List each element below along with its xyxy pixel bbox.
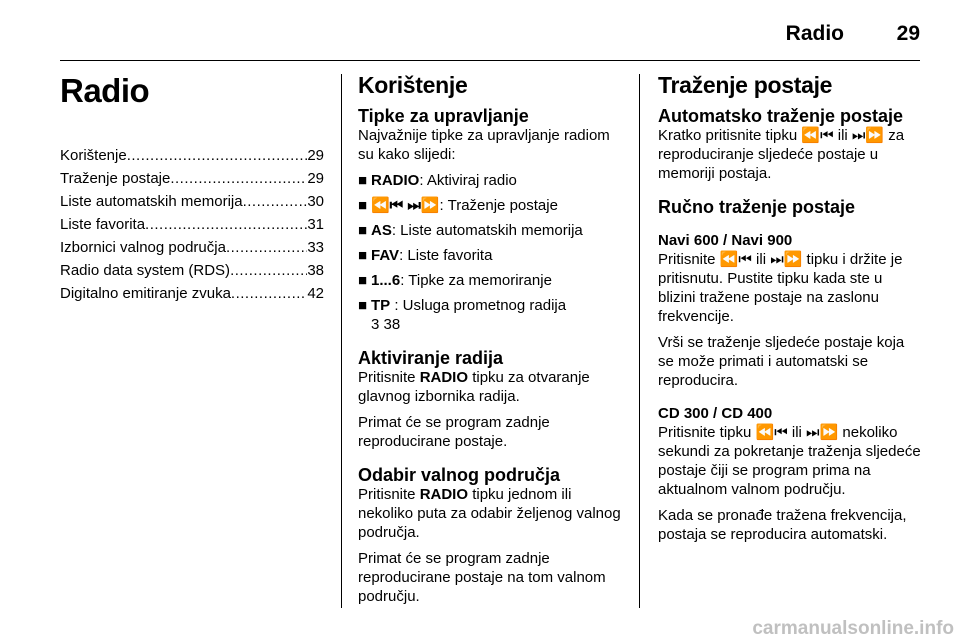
control-key: AS [371,222,392,239]
paragraph: Vrši se traženje sljedeće postaje koja se može primati i automatski se reproducira. [658,334,905,389]
list-item [358,171,628,190]
table-of-contents [60,144,324,305]
page-reference[interactable]: 3 38 [371,316,401,333]
list-item [358,296,628,334]
toc-page: 33 [307,239,324,256]
toc-entry[interactable] [60,236,324,259]
toc-page: 30 [307,193,324,210]
toc-entry[interactable] [60,167,324,190]
seek-keys-icon: ⏪⏮ ⏭⏩ [371,197,440,214]
subsection-heading: Aktiviranje radija [358,348,504,368]
toc-entry[interactable] [60,190,324,213]
model-heading: CD 300 / CD 400 [658,405,773,422]
section-heading: Korištenje [358,72,468,98]
page-number: 29 [896,22,920,45]
toc-leader [243,190,308,213]
model-heading: Navi 600 / Navi 900 [658,232,793,249]
chapter-title: Radio [60,72,150,109]
subsection-heading: Automatsko traženje postaje [658,106,904,126]
toc-column [60,70,324,305]
toc-label: Digitalno emitiranje zvuka [60,285,231,302]
paragraph: Pritisnite ⏪⏮ ili ⏭⏩ tipku i držite je pritisnutu. Pustite tipku kada ste u blizini tražene postaje na zaslonu frekvencije. [658,251,903,325]
text: tipku jednom ili nekoliko puta za odabir željenog valnog područja. [358,486,621,541]
header-title: Radio [785,22,844,45]
station-search-column [658,70,922,544]
column-divider [639,74,640,608]
control-key: RADIO [371,172,420,189]
subsection-heading: Ručno traženje postaje [658,197,856,217]
toc-leader [145,213,307,236]
toc-page: 29 [307,170,324,187]
subsection-heading: Odabir valnog područja [358,465,561,485]
toc-leader [230,259,307,282]
paragraph [358,368,628,406]
text: tipku za otvaranje glavnog izbornika radija. [358,369,590,405]
paragraph: Primat će se program zadnje reproducirane postaje. [358,414,550,450]
toc-entry[interactable] [60,259,324,282]
column-divider [341,74,342,608]
toc-label: Korištenje [60,147,127,164]
toc-page: 29 [307,147,324,164]
toc-leader [231,282,307,305]
toc-leader [170,167,307,190]
list-item-text: : Traženje postaje [439,197,558,214]
text: Pritisnite [358,369,420,386]
toc-entry[interactable] [60,144,324,167]
toc-leader [127,144,308,167]
bullet-icon: ■ [358,247,368,264]
usage-column [358,70,628,606]
list-item-text: : Aktiviraj radio [419,172,517,189]
list-item [358,271,628,290]
list-item-text: : Usluga prometnog radija [390,297,567,314]
paragraph: Kratko pritisnite tipku ⏪⏮ ili ⏭⏩ za reproduciranje sljedeće postaje u memoriji postaja. [658,127,905,182]
control-key: TP [371,297,391,314]
list-item-text: : Liste automatskih memorija [391,222,583,239]
paragraph: Pritisnite tipku ⏪⏮ ili ⏭⏩ nekoliko sekundi za pokretanje traženja sljedeće postaje čiji se program prima na aktualnom valnom području. [658,424,921,498]
bullet-icon: ■ [358,272,368,289]
toc-label: Liste favorita [60,216,146,233]
list-item [358,196,628,215]
paragraph: Najvažnije tipke za upravljanje radiom su kako slijedi: [358,127,610,163]
paragraph [358,485,628,542]
bullet-icon: ■ [358,172,368,189]
toc-label: Izbornici valnog područja [60,239,226,256]
bullet-icon: ■ [358,197,368,214]
toc-leader [226,236,307,259]
paragraph: Primat će se program zadnje reproducirane postaje na tom valnom području. [358,550,606,605]
text: Pritisnite [358,486,420,503]
control-key: 1...6 [371,272,401,289]
bullet-icon: ■ [358,222,368,239]
toc-label: Radio data system (RDS) [60,262,231,279]
paragraph: Kada se pronađe tražena frekvencija, postaja se reproducira automatski. [658,507,907,543]
toc-page: 38 [307,262,324,279]
list-item [358,246,628,265]
subsection-heading: Tipke za upravljanje [358,106,529,126]
bullet-icon: ■ [358,297,368,314]
toc-entry[interactable] [60,213,324,236]
control-key: RADIO [419,486,469,503]
list-item-text: : Liste favorita [399,247,493,264]
toc-label: Traženje postaje [60,170,171,187]
toc-page: 31 [307,216,324,233]
section-heading: Traženje postaje [658,72,833,98]
toc-label: Liste automatskih memorija [60,193,243,210]
header-rule [60,60,920,61]
toc-page: 42 [307,285,324,302]
control-key: FAV [371,247,400,264]
toc-entry[interactable] [60,282,324,305]
watermark: carmanualsonline.info [752,618,954,639]
list-item-text: : Tipke za memoriranje [400,272,552,289]
list-item [358,221,628,240]
control-key: RADIO [419,369,469,386]
